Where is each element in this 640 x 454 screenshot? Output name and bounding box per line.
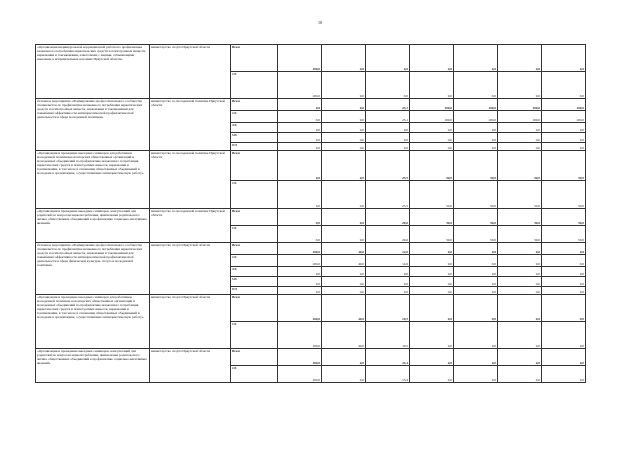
funding-table [35,44,586,383]
amount-cell: 14,9 [366,243,410,255]
amount-cell: 50,0 [410,209,454,226]
amount-cell: 50,0 [542,181,586,209]
amount-cell: 100,0 [454,111,498,123]
amount-cell: 50,0 [454,181,498,209]
funding-source: Всего [231,243,278,255]
measure-description: «Организация и проведение выездных семинаров для работников молодежной политики,волонтерских общественных организаций и молодежных объединений по профилактике незаконного потребления наркотических средств и психотропных веществ, наркомании и токсикомании, в том числе в отношении общественных объединений и молодежи в организациях, осуществляющих антинаркотическую работу» [36,151,150,209]
amount-cell: 0,0 [542,295,586,322]
amount-cell: 0,0 [454,295,498,322]
amount-cell: 25,5 [366,181,410,209]
amount-cell: 0,0 [498,267,542,277]
amount-cell: 13,4 [366,366,410,383]
amount-cell: 0,0 [542,349,586,366]
amount-cell: 0,0 [278,151,322,181]
amount-cell: 50,0 [542,209,586,226]
amount-cell: 0,0 [322,209,366,226]
amount-cell: 0,0 [410,123,454,133]
measure-description: «Организация индивидуальной коррекционной работы по профилактике незаконного потребления наркотических средств и психотропных веществ, наркомании и токсикомании, алкоголизма с лицами, отбывающими наказание в исправительных колониях Иркутской области» [36,45,150,99]
amount-cell: 0,0 [278,99,322,111]
amount-cell: 100,0 [278,72,322,99]
amount-cell: 0,0 [410,243,454,255]
funding-source: ОБ [231,255,278,267]
funding-source: ОБ [231,366,278,383]
amount-cell: 100,0 [278,243,322,255]
measure-description: «Организация и проведение выездных семинаров для работников молодежной политики, волонтерских общественных организаций и молодежных объединений по профилактике незаконного потребления наркотических средств и психотропных веществ, наркомании и токсикомании, в том числе в отношении общественных объединений и молодежи в организациях, осуществляющих антинаркотическую работу» [36,295,150,349]
amount-cell: 0,0 [454,72,498,99]
amount-cell: 0,0 [366,72,410,99]
amount-cell: 0,0 [410,133,454,143]
amount-cell: 50,0 [410,151,454,181]
amount-cell: 100,0 [542,111,586,123]
amount-cell: 100,0 [278,45,322,72]
amount-cell: 0,0 [498,322,542,349]
amount-cell: 0,0 [454,133,498,143]
amount-cell: 25,1 [366,111,410,123]
amount-cell: 0,0 [410,267,454,277]
responsible-executor: министерство спорта Иркутской области [150,349,231,383]
amount-cell: 0,0 [322,366,366,383]
amount-cell: 100,0 [278,366,322,383]
amount-cell: 0,0 [366,123,410,133]
page-number: 10 [318,20,322,25]
amount-cell: 25,1 [366,99,410,111]
amount-cell: 50,0 [542,151,586,181]
amount-cell: 14,9 [366,255,410,267]
amount-cell: 0,0 [498,143,542,151]
table-row [36,45,586,72]
funding-source: ОБ [231,111,278,123]
amount-cell: 40,0 [322,243,366,255]
amount-cell: 100,0 [278,255,322,267]
amount-cell: 0,0 [410,277,454,287]
amount-cell: 0,0 [454,243,498,255]
amount-cell: 100,0 [410,111,454,123]
amount-cell: 0,0 [322,45,366,72]
amount-cell: 0,0 [410,322,454,349]
amount-cell: 50,0 [498,209,542,226]
amount-cell: 0,0 [278,209,322,226]
funding-source: Всего [231,45,278,72]
amount-cell: 0,0 [410,255,454,267]
funding-source: МБ [231,133,278,143]
amount-cell: 0,0 [454,267,498,277]
amount-cell: 0,0 [542,277,586,287]
amount-cell: 0,0 [498,295,542,322]
amount-cell: 0,0 [278,277,322,287]
amount-cell: 0,0 [410,72,454,99]
funding-source: Всего [231,349,278,366]
amount-cell: 0,0 [498,243,542,255]
amount-cell: 0,0 [322,111,366,123]
amount-cell: 0,0 [366,45,410,72]
amount-cell: 0,0 [498,366,542,383]
amount-cell: 0,0 [542,133,586,143]
amount-cell: 100,0 [498,99,542,111]
amount-cell: 0,0 [454,366,498,383]
amount-cell: 40,0 [322,322,366,349]
funding-source: МБ [231,277,278,287]
responsible-executor: министерство по молодежной политике Иркутской области [150,99,231,151]
amount-cell: 0,0 [542,366,586,383]
table-row [36,243,586,255]
amount-cell: 0,0 [278,267,322,277]
amount-cell: 0,0 [322,267,366,277]
amount-cell: 0,0 [498,255,542,267]
funding-table-body [36,45,586,383]
amount-cell: 0,0 [366,267,410,277]
amount-cell: 0,0 [454,123,498,133]
amount-cell: 0,0 [322,133,366,143]
amount-cell: 0,0 [454,287,498,295]
amount-cell: 100,0 [278,349,322,366]
amount-cell: 50,0 [454,151,498,181]
amount-cell: 0,0 [498,72,542,99]
amount-cell: 0,0 [322,181,366,209]
funding-source: Всего [231,295,278,322]
table-row [36,295,586,322]
amount-cell: 100,0 [454,99,498,111]
amount-cell: 0,0 [498,45,542,72]
amount-cell: 0,0 [322,143,366,151]
amount-cell: 0,0 [322,123,366,133]
amount-cell: 19,5 [366,322,410,349]
funding-source: ОБ [231,226,278,243]
amount-cell: 29,6 [366,209,410,226]
amount-cell: 50,0 [410,181,454,209]
amount-cell: 0,0 [322,287,366,295]
amount-cell: 0,0 [410,366,454,383]
amount-cell: 50,0 [454,226,498,243]
amount-cell: 19,5 [366,295,410,322]
responsible-executor: министерство спорта Иркутской области [150,243,231,295]
funding-source: Всего [231,209,278,226]
amount-cell: 29,6 [366,226,410,243]
amount-cell: 0,0 [366,133,410,143]
amount-cell: 100,0 [410,99,454,111]
amount-cell: 50,0 [542,226,586,243]
amount-cell: 0,0 [410,45,454,72]
amount-cell: 0,0 [322,226,366,243]
measure-description: Основное мероприятие «Формирование профессионального сообщества специалистов по профилактике незаконного потребления наркотических средств и психотропных веществ, наркомании и токсикомании для повышения эффективности антинаркотической профилактической деятельности в сфере молодежной политики» [36,99,150,151]
amount-cell: 0,0 [322,277,366,287]
table-row [36,99,586,111]
amount-cell: 0,0 [322,151,366,181]
table-row [36,209,586,226]
funding-source: Всего [231,99,278,111]
table-row [36,349,586,366]
amount-cell: 100,0 [278,295,322,322]
amount-cell: 0,0 [454,255,498,267]
amount-cell: 0,0 [454,45,498,72]
amount-cell: 0,0 [542,72,586,99]
funding-table-container [35,44,584,383]
responsible-executor: министерство спорта Иркутской области [150,45,231,99]
table-row [36,151,586,181]
amount-cell: 100,0 [278,322,322,349]
amount-cell: 0,0 [410,295,454,322]
funding-source: ОБ [231,322,278,349]
amount-cell: 0,0 [322,72,366,99]
amount-cell: 0,0 [278,123,322,133]
amount-cell: 0,0 [410,287,454,295]
funding-source: ОБ [231,181,278,209]
amount-cell: 0,0 [542,322,586,349]
amount-cell: 0,0 [498,277,542,287]
amount-cell: 0,0 [454,143,498,151]
amount-cell: 0,0 [366,277,410,287]
amount-cell: 0,0 [278,226,322,243]
amount-cell: 0,0 [498,287,542,295]
amount-cell: 0,0 [278,181,322,209]
amount-cell: 0,0 [322,349,366,366]
amount-cell: 0,0 [542,243,586,255]
amount-cell: 0,0 [278,143,322,151]
responsible-executor: министерство спорта Иркутской области [150,295,231,349]
amount-cell: 0,0 [498,349,542,366]
amount-cell: 0,0 [278,111,322,123]
amount-cell: 0,0 [454,349,498,366]
amount-cell: 0,0 [322,99,366,111]
amount-cell: 0,0 [542,267,586,277]
amount-cell: 40,0 [322,295,366,322]
amount-cell: 50,0 [454,209,498,226]
amount-cell: 0,0 [542,45,586,72]
amount-cell: 50,0 [410,226,454,243]
responsible-executor: министерство по молодежной политике Иркутской области [150,209,231,243]
funding-source: ФБ [231,267,278,277]
amount-cell: 0,0 [542,143,586,151]
amount-cell: 0,0 [410,143,454,151]
funding-source: Всего [231,151,278,181]
amount-cell: 0,0 [454,322,498,349]
amount-cell: 0,0 [498,133,542,143]
amount-cell: 50,0 [498,181,542,209]
amount-cell: 0,0 [366,287,410,295]
measure-description: «Организация и проведение выездных семинаров, консультаций для родителей по вопросам наркопотребления, привлечение родительского актива, общественных объединений к профилактике социально-негативных явлений» [36,349,150,383]
amount-cell: 40,0 [322,255,366,267]
amount-cell: 0,0 [278,133,322,143]
amount-cell: 0,0 [454,277,498,287]
measure-description: Основное мероприятие «Формирование профессионального сообщества специалистов по профилактике незаконного потребления наркотических средств и психотропных веществ, наркомании и токсикомании для повышения эффективности антинаркотической профилактической деятельности в сфере физической культуры, спорта и молодежной политики» [36,243,150,295]
amount-cell: 0,0 [278,287,322,295]
amount-cell: 50,0 [498,151,542,181]
amount-cell: 0,0 [498,123,542,133]
amount-cell: 25,5 [366,151,410,181]
funding-source: ОБ [231,72,278,99]
amount-cell: 0,0 [366,143,410,151]
amount-cell: 100,0 [498,111,542,123]
amount-cell: 0,0 [542,287,586,295]
amount-cell: 100,0 [542,99,586,111]
responsible-executor: министерство по молодежной политике Иркутской области [150,151,231,209]
amount-cell: 13,4 [366,349,410,366]
funding-source: ИИ [231,143,278,151]
amount-cell: 0,0 [410,349,454,366]
amount-cell: 0,0 [542,255,586,267]
measure-description: «Организация и проведение выездных семинаров, консультаций для родителей по вопросам наркопотребления, привлечение родительского актива, общественных объединений к профилактике социально-негативных явлений» [36,209,150,243]
funding-source: ИИ [231,287,278,295]
amount-cell: 50,0 [498,226,542,243]
funding-source: ФБ [231,123,278,133]
amount-cell: 0,0 [542,123,586,133]
